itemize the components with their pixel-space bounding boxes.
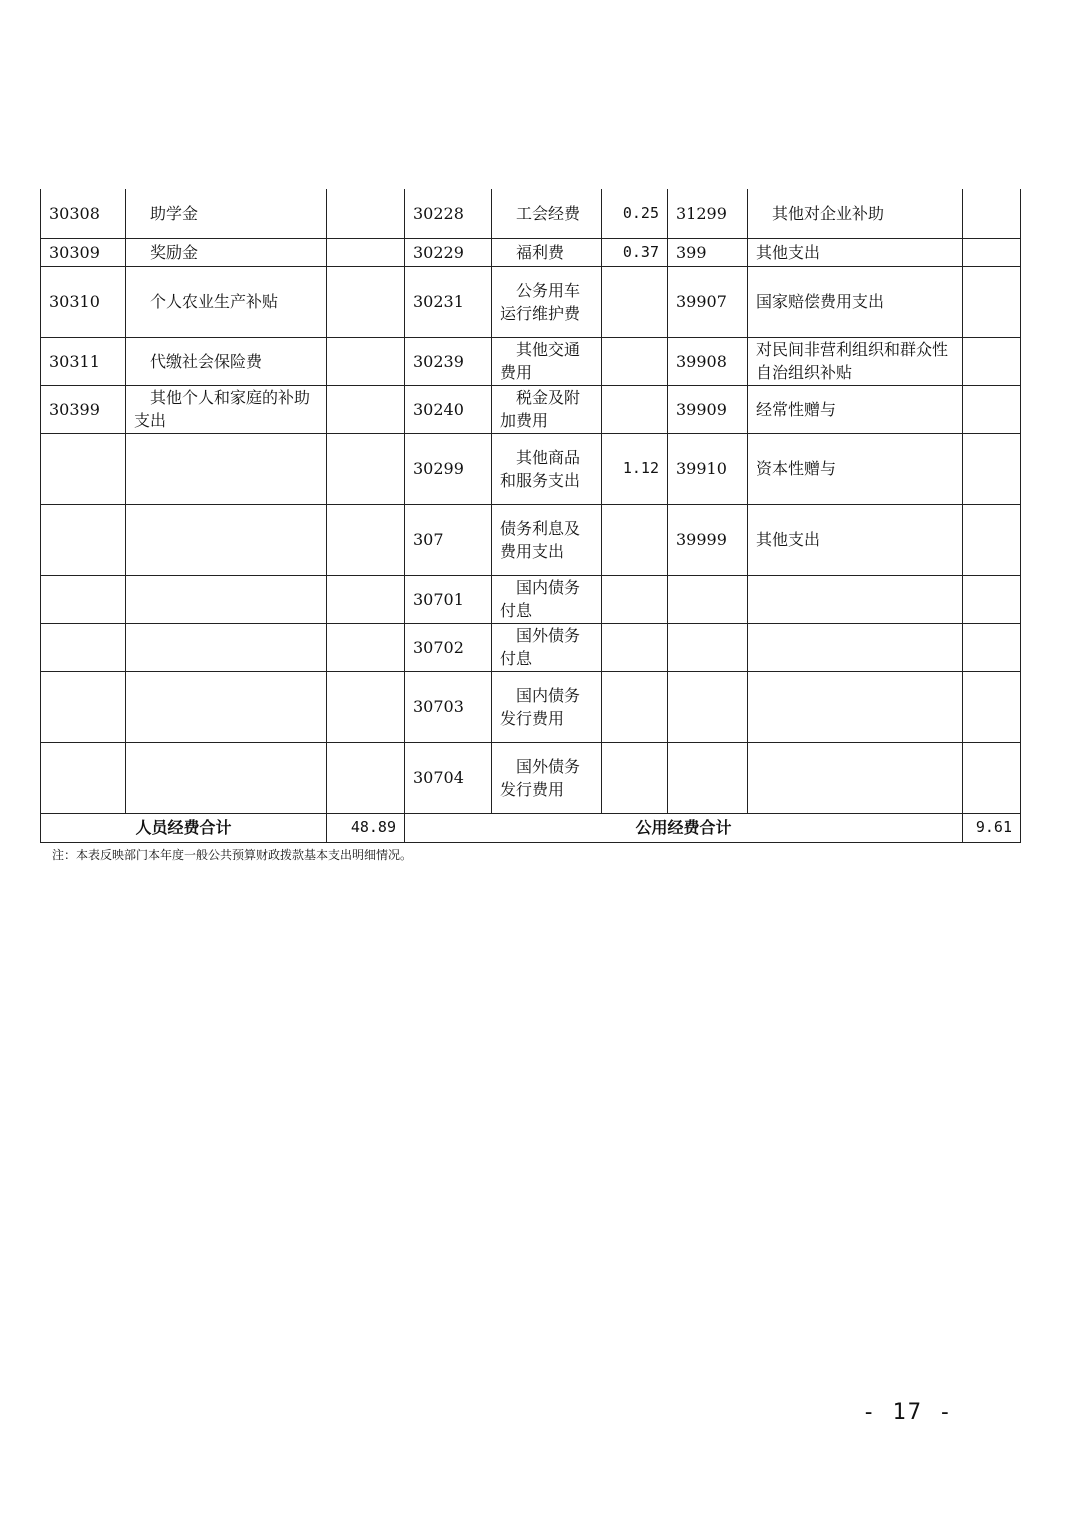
code-cell	[668, 742, 748, 813]
item-name-cell	[748, 742, 963, 813]
item-name-cell: 工会经费	[492, 189, 602, 238]
amount-cell	[327, 189, 405, 238]
amount-cell: 0.37	[602, 238, 668, 266]
page-number: - 17 -	[862, 1400, 954, 1425]
code-cell: 30231	[405, 266, 492, 337]
code-cell: 30310	[41, 266, 126, 337]
item-name-cell: 其他支出	[748, 238, 963, 266]
item-name-cell	[126, 504, 327, 575]
amount-cell: 0.25	[602, 189, 668, 238]
item-name-cell: 债务利息及费用支出	[492, 504, 602, 575]
table-row	[41, 742, 1021, 813]
item-name-cell	[748, 671, 963, 742]
public-total-amount: 9.61	[963, 813, 1021, 842]
code-cell	[41, 671, 126, 742]
code-cell: 30239	[405, 337, 492, 385]
amount-cell	[602, 337, 668, 385]
item-name-cell: 奖励金	[126, 238, 327, 266]
table-row	[41, 337, 1021, 385]
code-cell: 39908	[668, 337, 748, 385]
item-name-cell	[126, 433, 327, 504]
amount-cell	[963, 385, 1021, 433]
table-row	[41, 266, 1021, 337]
code-cell: 30240	[405, 385, 492, 433]
personnel-total-amount: 48.89	[327, 813, 405, 842]
table-row	[41, 189, 1021, 238]
code-cell: 30308	[41, 189, 126, 238]
table-row	[41, 433, 1021, 504]
code-cell	[668, 671, 748, 742]
amount-cell	[327, 385, 405, 433]
code-cell: 30228	[405, 189, 492, 238]
code-cell: 39910	[668, 433, 748, 504]
item-name-cell: 对民间非营利组织和群众性自治组织补贴	[748, 337, 963, 385]
amount-cell	[963, 189, 1021, 238]
public-total-label: 公用经费合计	[405, 813, 963, 842]
item-name-cell: 资本性赠与	[748, 433, 963, 504]
amount-cell	[963, 623, 1021, 671]
amount-cell	[602, 623, 668, 671]
amount-cell: 1.12	[602, 433, 668, 504]
code-cell: 31299	[668, 189, 748, 238]
item-name-cell: 国家赔偿费用支出	[748, 266, 963, 337]
code-cell	[41, 433, 126, 504]
item-name-cell: 其他商品和服务支出	[492, 433, 602, 504]
item-name-cell	[126, 575, 327, 623]
amount-cell	[602, 504, 668, 575]
amount-cell	[602, 671, 668, 742]
item-name-cell: 其他交通费用	[492, 337, 602, 385]
item-name-cell	[126, 671, 327, 742]
code-cell	[41, 575, 126, 623]
table-note: 注：本表反映部门本年度一般公共预算财政拨款基本支出明细情况。	[52, 848, 413, 862]
code-cell: 30703	[405, 671, 492, 742]
code-cell: 30311	[41, 337, 126, 385]
item-name-cell	[748, 623, 963, 671]
code-cell	[668, 575, 748, 623]
item-name-cell: 福利费	[492, 238, 602, 266]
amount-cell	[327, 623, 405, 671]
code-cell	[668, 623, 748, 671]
table-row	[41, 575, 1021, 623]
code-cell	[41, 504, 126, 575]
amount-cell	[602, 742, 668, 813]
amount-cell	[327, 238, 405, 266]
table-row	[41, 623, 1021, 671]
amount-cell	[963, 575, 1021, 623]
item-name-cell	[126, 623, 327, 671]
code-cell: 307	[405, 504, 492, 575]
item-name-cell: 税金及附加费用	[492, 385, 602, 433]
amount-cell	[602, 385, 668, 433]
item-name-cell	[126, 742, 327, 813]
code-cell	[41, 742, 126, 813]
table-row	[41, 385, 1021, 433]
amount-cell	[963, 433, 1021, 504]
code-cell: 30704	[405, 742, 492, 813]
item-name-cell: 其他支出	[748, 504, 963, 575]
table-row	[41, 504, 1021, 575]
table-row	[41, 238, 1021, 266]
amount-cell	[963, 742, 1021, 813]
amount-cell	[963, 337, 1021, 385]
totals-row	[41, 813, 1021, 842]
code-cell	[41, 623, 126, 671]
item-name-cell: 国内债务付息	[492, 575, 602, 623]
amount-cell	[963, 238, 1021, 266]
item-name-cell: 国内债务发行费用	[492, 671, 602, 742]
code-cell: 39907	[668, 266, 748, 337]
item-name-cell: 国外债务发行费用	[492, 742, 602, 813]
amount-cell	[327, 504, 405, 575]
amount-cell	[327, 337, 405, 385]
code-cell: 30309	[41, 238, 126, 266]
basic-expenditure-table	[40, 189, 1021, 843]
item-name-cell: 国外债务付息	[492, 623, 602, 671]
code-cell: 30702	[405, 623, 492, 671]
amount-cell	[963, 504, 1021, 575]
amount-cell	[602, 266, 668, 337]
amount-cell	[327, 575, 405, 623]
item-name-cell: 其他对企业补助	[748, 189, 963, 238]
code-cell: 39909	[668, 385, 748, 433]
item-name-cell: 个人农业生产补贴	[126, 266, 327, 337]
code-cell: 39999	[668, 504, 748, 575]
item-name-cell: 助学金	[126, 189, 327, 238]
table-row	[41, 671, 1021, 742]
amount-cell	[327, 671, 405, 742]
code-cell: 30229	[405, 238, 492, 266]
code-cell: 30701	[405, 575, 492, 623]
item-name-cell: 经常性赠与	[748, 385, 963, 433]
amount-cell	[963, 266, 1021, 337]
code-cell: 399	[668, 238, 748, 266]
amount-cell	[327, 742, 405, 813]
amount-cell	[963, 671, 1021, 742]
amount-cell	[327, 266, 405, 337]
item-name-cell: 公务用车运行维护费	[492, 266, 602, 337]
item-name-cell: 其他个人和家庭的补助支出	[126, 385, 327, 433]
personnel-total-label: 人员经费合计	[41, 813, 327, 842]
amount-cell	[602, 575, 668, 623]
amount-cell	[327, 433, 405, 504]
code-cell: 30299	[405, 433, 492, 504]
code-cell: 30399	[41, 385, 126, 433]
item-name-cell	[748, 575, 963, 623]
item-name-cell: 代缴社会保险费	[126, 337, 327, 385]
